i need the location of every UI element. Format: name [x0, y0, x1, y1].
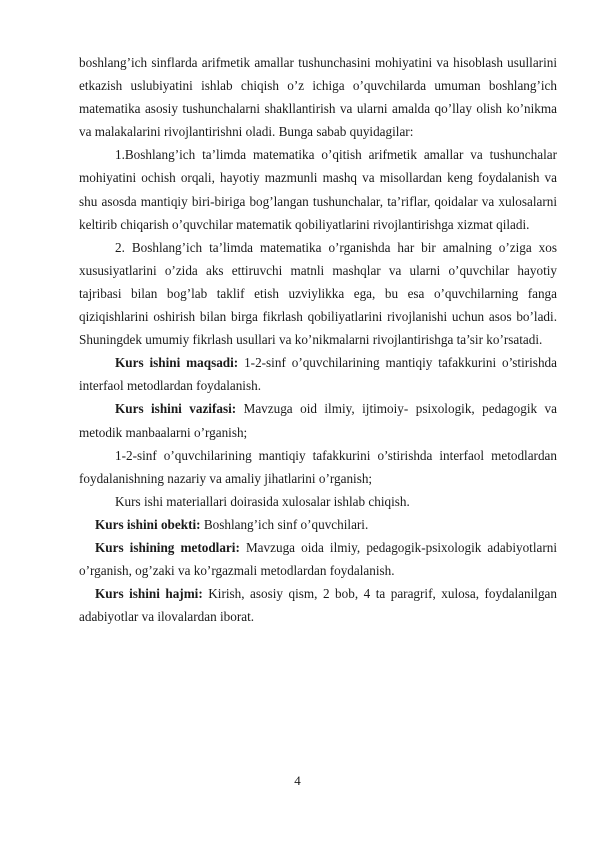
- object-label: Kurs ishini obekti:: [95, 516, 201, 532]
- volume-paragraph: [79, 582, 557, 628]
- page-number: 4: [294, 773, 301, 788]
- goal-label: Kurs ishini maqsadi:: [115, 355, 239, 371]
- tasks-label: Kurs ishini vazifasi:: [115, 401, 237, 417]
- tasks-paragraph: [79, 397, 557, 443]
- volume-label: Kurs ishini hajmi:: [95, 586, 203, 602]
- volume-text: Kirish, asosiy qism, 2 bob, 4 ta paragrif, xulosa, foydalanilgan adabiyotlar va ilovalardan iborat.: [79, 586, 557, 625]
- methods-paragraph: [79, 536, 557, 582]
- goal-paragraph: [79, 351, 557, 397]
- object-text: Boshlang’ich sinf o’quvchilari.: [200, 516, 369, 532]
- methods-text: Mavzuga oida ilmiy, pedagogik-psixologik adabiyotlarni o’rganish, og’zaki va ko’rgazmali metodlardan foydalanish.: [79, 539, 558, 579]
- task-item: Kurs ishi materiallari doirasida xulosalar ishlab chiqish.: [115, 493, 410, 509]
- tasks-text: Mavzuga oid ilmiy, ijtimoiy- psixologik, pedagogik va metodik manbaalarni o’rganish;: [79, 401, 557, 440]
- goal-text: 1-2-sinf o’quvchilarining mantiqiy tafakkurini o’stirishda interfaol metodlardan foydalanish.: [79, 355, 557, 394]
- task-item: 1-2-sinf o’quvchilarining mantiqiy tafakkurini o’stirishda interfaol metodlardan foydalanishning nazariy va amaliy jihatlarini o’rganish;: [79, 447, 557, 486]
- intro-paragraph: boshlang’ich sinflarda arifmetik amallar tushunchasini mohiyatini va hisoblash usullarini etkazish uslubiyatini ishlab chiqish o’z ichiga o’quvchilarda umuman boshlang’ich matematika asosiy tushunchalarni shakllantirish va ularni amalda qo’llay olish ko’nikma va malakalarini rivojlantirishni oladi. Bunga sabab quyidagilar:: [79, 55, 557, 140]
- object-paragraph: [79, 513, 557, 536]
- methods-label: Kurs ishining metodlari:: [95, 539, 240, 555]
- document-page: [79, 51, 557, 628]
- reason-1-paragraph: 1.Boshlang’ich ta’limda matematika o’qitish arifmetik amallar va tushunchalar mohiyatini ochish orqali, hayotiy mazmunli mashq va misollardan keng foydalanish va shu asosda mantiqiy biri-biriga bog’langan tushunchalar, ta’riflar, qoidalar va xulosalarni keltirib chiqarish o’quvchilar matematik qobiliyatlarini rivojlantirishga xizmat qiladi.: [79, 147, 557, 232]
- reason-2-paragraph: 2. Boshlang’ich ta’limda matematika o’rganishda har bir amalning o’ziga xos xususiyatlarini o’zida aks ettiruvchi matnli mashqlar va ularni o’quvchilar hayotiy tajribasi bilan bog’lab taklif etish uzviylikka ega, bu esa o’quvchilarning fanga qiziqishlarini oshirish bilan birga fikrlash qobiliyatlarini rivojlanishi uchun asos bo’ladi. Shuningdek umumiy fikrlash usullari va ko’nikmalarni rivojlantirishga ta’sir ko’rsatadi.: [79, 239, 557, 348]
